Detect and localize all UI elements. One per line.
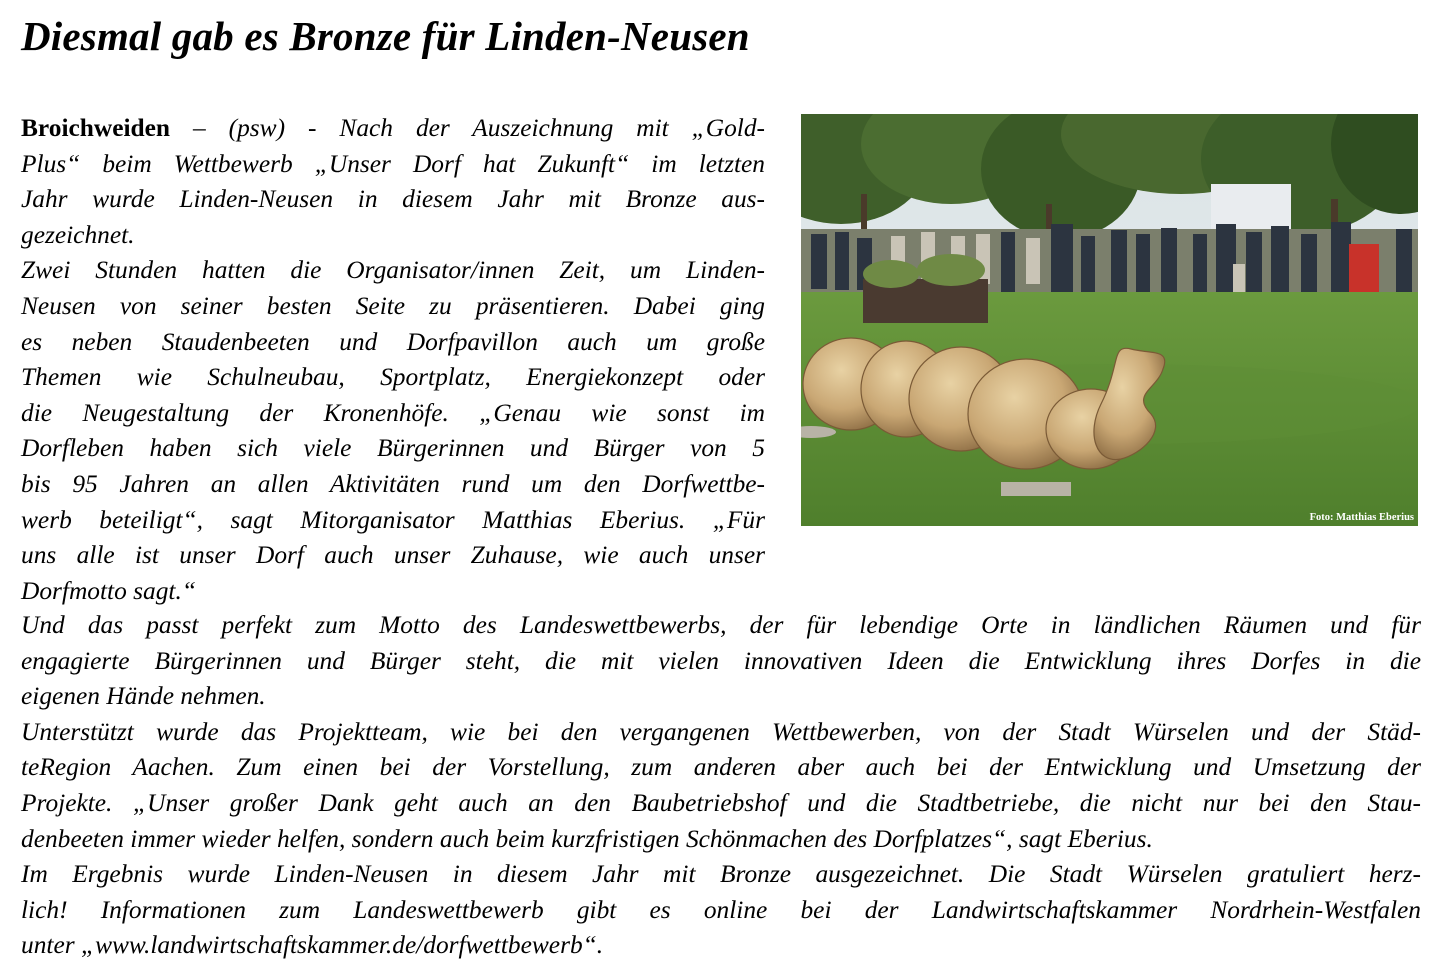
text-line: Projekte. „Unser großer Dank geht auch an den Baubetriebshof und die Stadtbetriebe, die nicht nur bei den Stau- bbox=[21, 788, 1421, 817]
text-line: uns alle ist unser Dorf auch unser Zuhause, wie auch unser bbox=[21, 541, 765, 570]
text-line: unter „www.landwirtschaftskammer.de/dorfwettbewerb“. bbox=[21, 931, 604, 960]
text-line: Dorfmotto sagt.“ bbox=[21, 576, 196, 605]
text-line: Jahr wurde Linden-Neusen in diesem Jahr mit Bronze aus- bbox=[21, 185, 765, 214]
text-line: Plus“ beim Wettbewerb „Unser Dorf hat Zukunft“ im letzten bbox=[21, 149, 765, 178]
text-line: Zwei Stunden hatten die Organisator/innen Zeit, um Linden- bbox=[21, 256, 765, 285]
text-line: teRegion Aachen. Zum einen bei der Vorstellung, zum anderen aber auch bei der Entwicklung und Umsetzung der bbox=[21, 753, 1421, 782]
photo-credit: Foto: Matthias Eberius bbox=[1309, 512, 1414, 523]
article-intro-column bbox=[21, 111, 765, 609]
dateline: Broichweiden bbox=[21, 114, 171, 142]
text-line: Neusen von seiner besten Seite zu präsentieren. Dabei ging bbox=[21, 291, 765, 320]
text-line: werb beteiligt“, sagt Mitorganisator Matthias Eberius. „Für bbox=[21, 505, 765, 534]
text-line: es neben Staudenbeeten und Dorfpavillon auch um große bbox=[21, 327, 765, 356]
text-line: eigenen Hände nehmen. bbox=[21, 682, 266, 711]
text-line: Unterstützt wurde das Projektteam, wie bei den vergangenen Wettbewerben, von der Stadt Würselen und der Städ- bbox=[21, 717, 1421, 746]
article-photo bbox=[801, 114, 1418, 526]
text-line: engagierte Bürgerinnen und Bürger steht, die mit vielen innovativen Ideen die Entwicklung ihres Dorfes in die bbox=[21, 646, 1421, 675]
article-body-full-width bbox=[21, 608, 1421, 964]
text-line: Und das passt perfekt zum Motto des Landeswettbewerbs, der für lebendige Orte in ländlichen Räumen und für bbox=[21, 611, 1421, 639]
text-line: lich! Informationen zum Landeswettbewerb gibt es online bei der Landwirtschaftskammer Nordrhein-Westfalen bbox=[21, 895, 1421, 924]
text-line: Themen wie Schulneubau, Sportplatz, Energiekonzept oder bbox=[21, 363, 765, 392]
sculpture-photo-illustration bbox=[801, 114, 1418, 526]
text-line: denbeeten immer wieder helfen, sondern auch beim kurzfristigen Schönmachen des Dorfplatzes“, sagt Eberius. bbox=[21, 824, 1153, 853]
text-line: Im Ergebnis wurde Linden-Neusen in diesem Jahr mit Bronze ausgezeichnet. Die Stadt Würselen gratuliert herz- bbox=[21, 860, 1421, 889]
text-line: bis 95 Jahren an allen Aktivitäten rund um den Dorfwettbe- bbox=[21, 469, 765, 498]
text-line: gezeichnet. bbox=[21, 220, 135, 249]
text-line-rest: – (psw) - Nach der Auszeichnung mit „Gold- bbox=[170, 114, 765, 142]
text-line: die Neugestaltung der Kronenhöfe. „Genau wie sonst im bbox=[21, 398, 765, 427]
article-headline: Diesmal gab es Bronze für Linden-Neusen bbox=[21, 13, 750, 59]
text-line bbox=[21, 111, 765, 147]
text-line: Dorfleben haben sich viele Bürgerinnen und Bürger von 5 bbox=[21, 434, 765, 463]
